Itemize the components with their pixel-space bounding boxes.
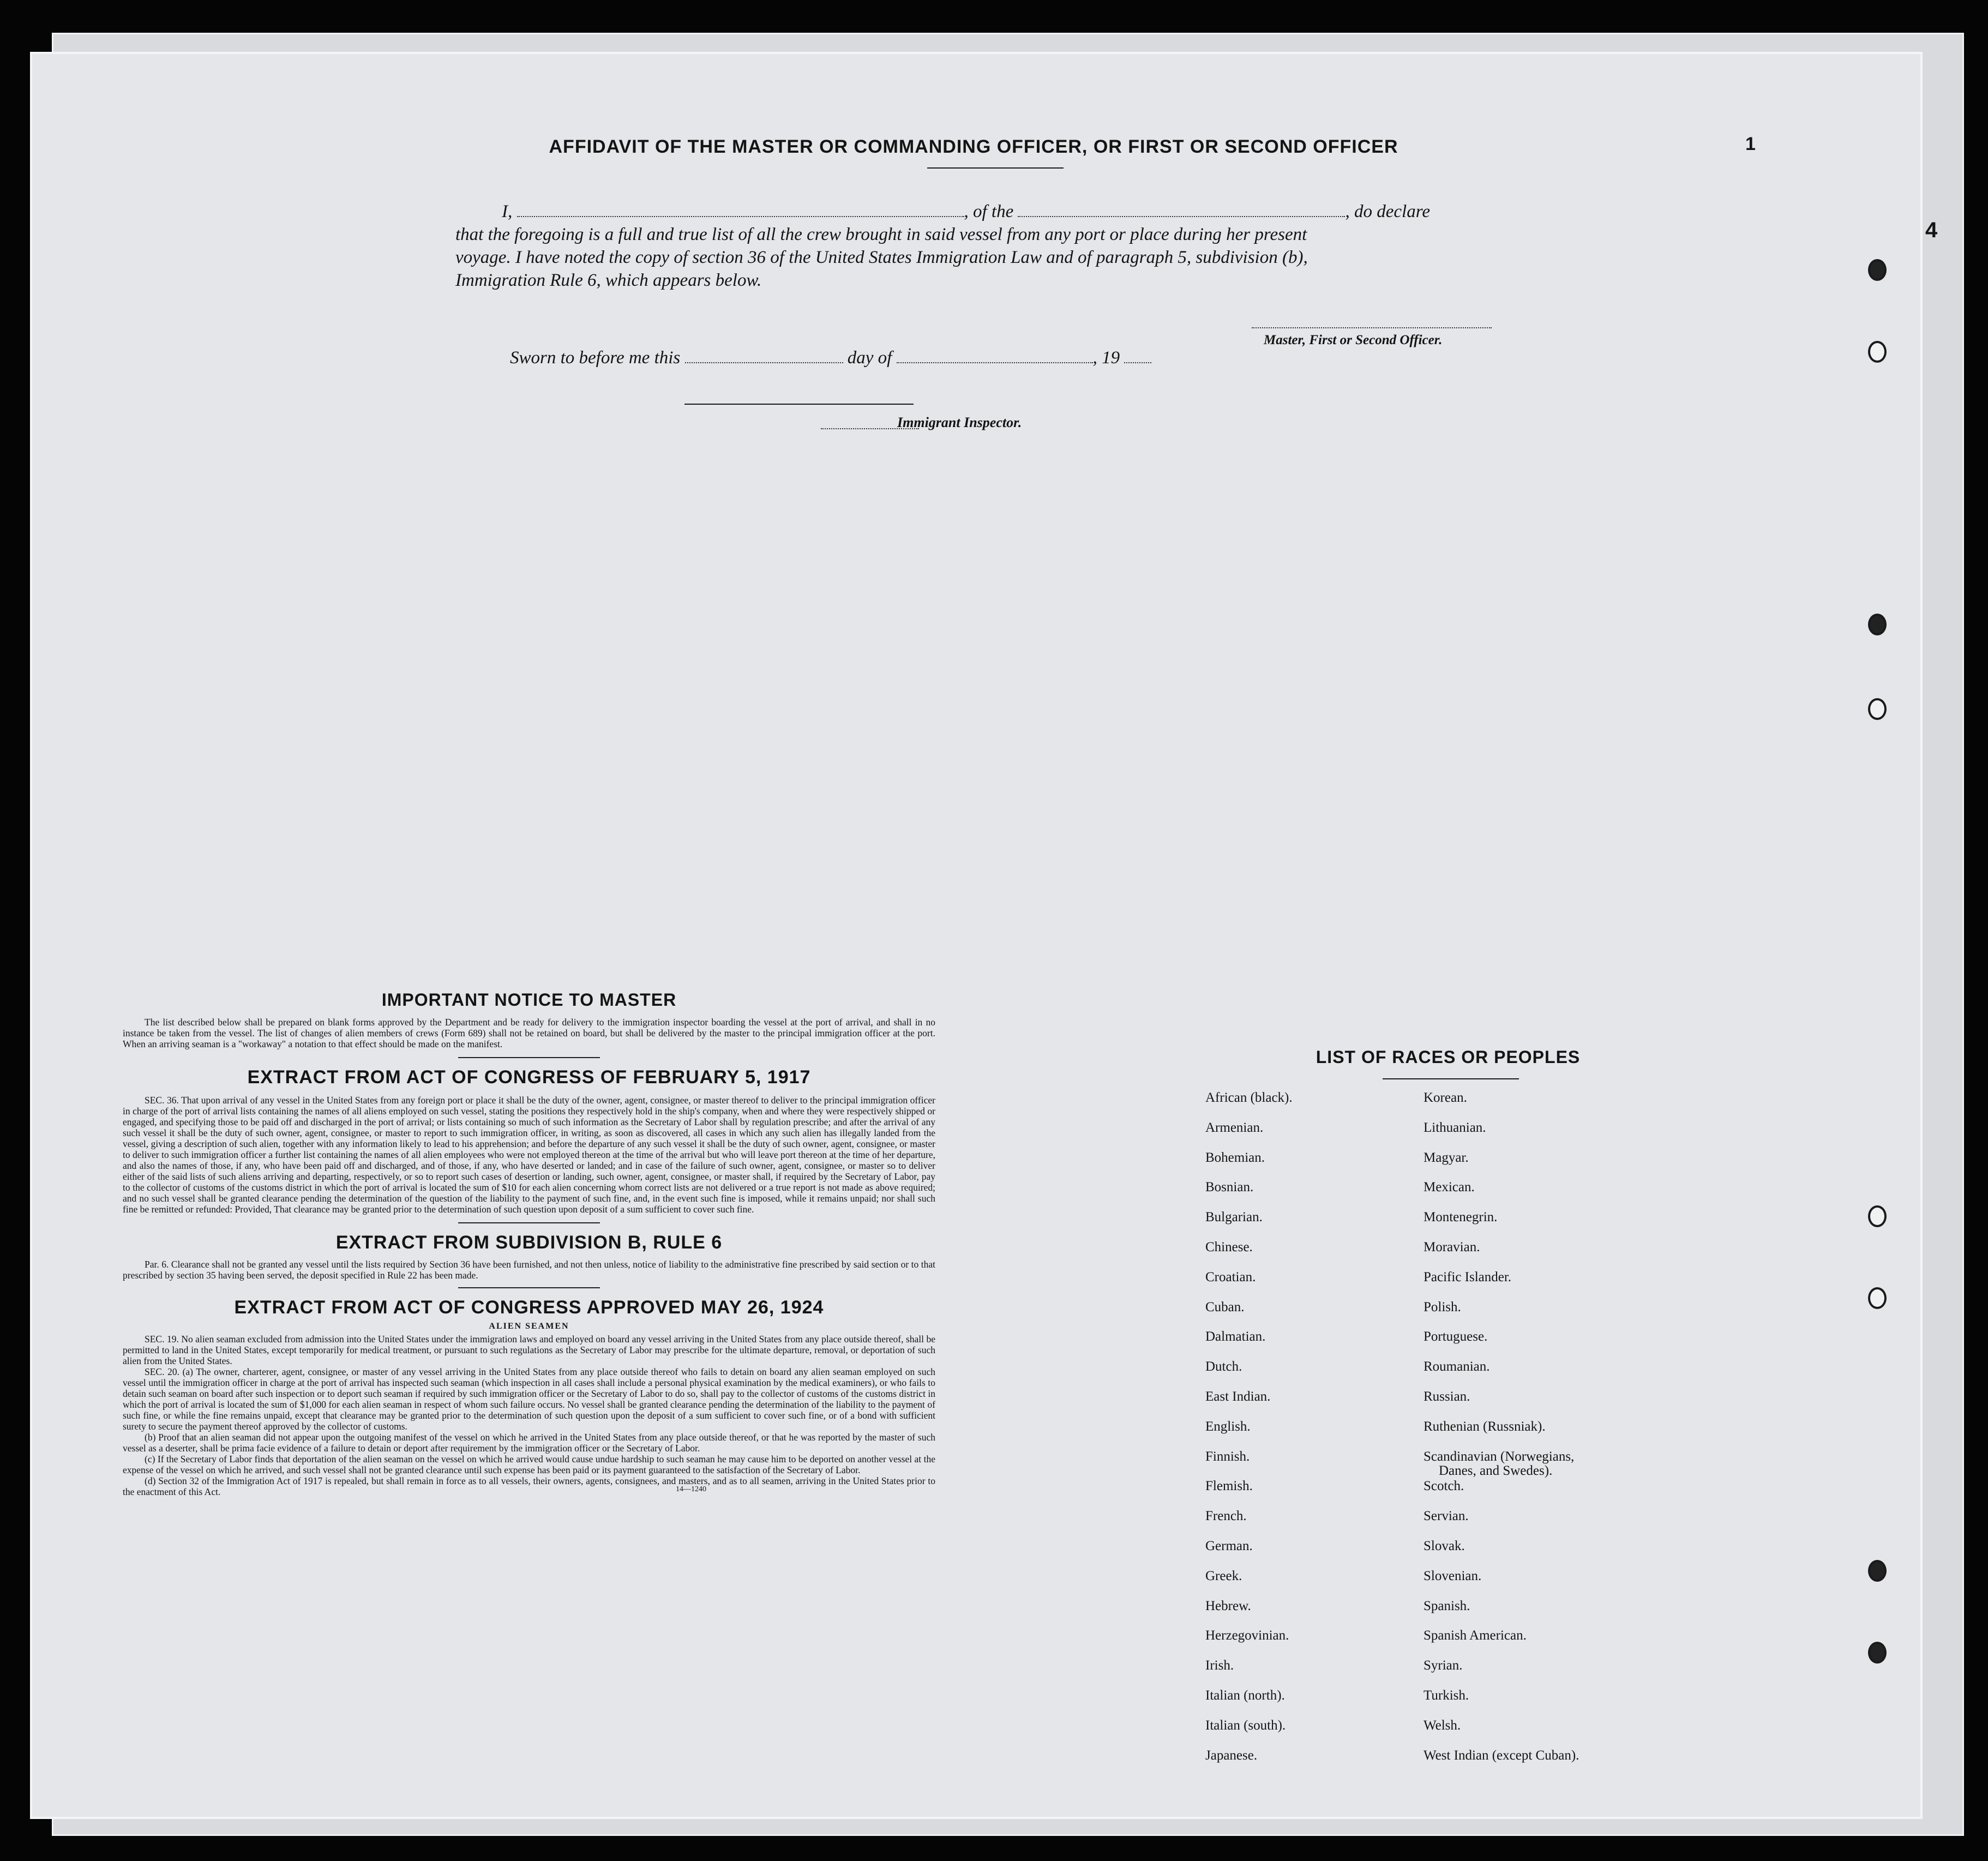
race-item: Russian. xyxy=(1424,1389,1470,1404)
affidavit-line-1 xyxy=(455,200,1541,223)
race-item: Dalmatian. xyxy=(1205,1329,1266,1344)
form-number: 14—1240 xyxy=(676,1485,706,1493)
punch-hole xyxy=(1868,614,1887,635)
extract-1924-text xyxy=(123,1334,935,1497)
punch-hole xyxy=(1868,1287,1887,1309)
race-item: East Indian. xyxy=(1205,1389,1271,1404)
extract-1917-title: EXTRACT FROM ACT OF CONGRESS OF FEBRUARY 5, 1917 xyxy=(247,1067,811,1088)
punch-hole xyxy=(1868,1642,1887,1664)
notice-text xyxy=(123,1017,935,1049)
race-item: Finnish. xyxy=(1205,1449,1250,1464)
race-item: Bohemian. xyxy=(1205,1150,1265,1165)
notice-paragraph: The list described below shall be prepared on blank forms approved by the Department and be ready for delivery to the immigration inspector boarding the vessel at the port of arrival, and shall in no instance be taken from the vessel. The list of changes of alien members of crews (Form 689) shall not be retained on board, but shall be delivered by the master to the principal immigration officer at the port. When an arriving seaman is a "workaway" a notation to that effect should be made on the manifest. xyxy=(123,1017,935,1049)
sec19-paragraph: SEC. 19. No alien seaman excluded from admission into the United States under the immigration laws and employed on board any vessel arriving in the United States from any place outside thereof, shall be permitted to land in the United States, except temporarily for medical treatment, or pursuant to such regulations as the Secretary of Labor may prescribe for the ultimate departure, removal, or deportation of such alien from the United States. xyxy=(123,1334,935,1366)
races-right-column xyxy=(1424,1091,1707,1767)
race-item: Slovak. xyxy=(1424,1539,1465,1553)
sec20d-paragraph: (d) Section 32 of the Immigration Act of 1917 is repealed, but shall remain in force as to all vessels, their owners, agents, consignees, and masters, and as to all seamen, arriving in the United States prior to the enactment of this Act. xyxy=(123,1475,935,1497)
race-item: Lithuanian. xyxy=(1424,1120,1486,1135)
master-signature-label: Master, First or Second Officer. xyxy=(1264,333,1443,347)
race-item: West Indian (except Cuban). xyxy=(1424,1748,1579,1763)
race-item: Korean. xyxy=(1424,1090,1467,1105)
punch-hole xyxy=(1868,1205,1887,1227)
race-item: Syrian. xyxy=(1424,1658,1463,1673)
race-item: Spanish. xyxy=(1424,1598,1470,1613)
race-item: Italian (south). xyxy=(1205,1718,1286,1733)
inspector-signature-label: Immigrant Inspector. xyxy=(897,415,1022,430)
race-item: Croatian. xyxy=(1205,1269,1256,1284)
affidavit-line-2: that the foregoing is a full and true list of all the crew brought in said vessel from any port or place during her present xyxy=(455,225,1307,244)
extract-1917-paragraph: SEC. 36. That upon arrival of any vessel in the United States from any foreign port or place it shall be the duty of the owner, agent, consignee, or master thereof to deliver to the principal immigration officer in charge of the port of arrival lists containing the names of all aliens employed on such vessel, stating the positions they respectively hold in the ship's company, when and where they were respectively shipped or engaged, and specifying those to be paid off and discharged in the port of arrival; or lists containing so much of such information as the Secretary of Labor shall by regulation prescribe; and after the arrival of any such vessel it shall be the duty of such owner, agent, consignee, or master to report to such immigration officer, in writing, as soon as discovered, all cases in which any such alien has illegally landed from the vessel, giving a description of such alien, together with any information likely to lead to his apprehension; and before the departure of any such vessel it shall be the duty of such owner, agent, consignee, or master to deliver to such immigration officer a further list containing the names of all alien employees who were not employed thereon at the time of the arrival but who will leave port thereon at the time of her departure, and also the names of those, if any, who have been paid off and discharged, and of those, if any, who have deserted or landed; and in case of the failure of such owner, agent, consignee, or master so to deliver either of the said lists of such aliens arriving and departing, respectively, or so to report such cases of desertion or landing, such owner, agent, consignee, or master shall, if required by the Secretary of Labor, pay to the collector of customs of the customs district in which the port of arrival is located the sum of $10 for each alien concerning whom correct lists are not delivered or a true report is not made as above required; and no such vessel shall be granted clearance pending the determination of the question of the liability to the payment of such fine, and, in the event such fine is imposed, while it remains unpaid; nor shall such fine be remitted or refunded: Provided, That clearance may be granted prior to the determination of such question upon deposit of a sum sufficient to cover such fine. xyxy=(123,1095,935,1215)
extract-rule6-title: EXTRACT FROM SUBDIVISION B, RULE 6 xyxy=(335,1232,723,1253)
race-item: Slovenian. xyxy=(1424,1568,1482,1583)
race-item: Portuguese. xyxy=(1424,1329,1488,1344)
right-edge-mark: 4 xyxy=(1925,218,1938,242)
race-item: Moravian. xyxy=(1424,1240,1480,1254)
sec20a-paragraph: SEC. 20. (a) The owner, charterer, agent, consignee, or master of any vessel arriving in the United States from any place outside thereof who fails to detain on board any alien seaman employed on such vessel until the immigration officer in charge at the port of arrival has inspected such seaman (which inspection in all cases shall include a personal physical examination by the medical examiners), or who fails to detain such seaman on board after such inspection or to deport such seaman if required by such immigration officer or the Secretary of Labor to do so, shall pay to the collector of customs of the customs district in which the port of arrival is located the sum of $1,000 for each alien seaman in respect of whom such failure occurs. No vessel shall be granted clearance pending the determination of the liability to the payment of such fine, or while the fine remains unpaid, except that clearance may be granted prior to the determination of such question upon the deposit of a sum sufficient to cover such fine, or of a bond with sufficient surety to secure the payment thereof approved by the collector of customs. xyxy=(123,1366,935,1432)
affidavit-title-rule xyxy=(927,167,1064,169)
day-of-label: day of xyxy=(847,348,892,368)
race-item: Bosnian. xyxy=(1205,1180,1254,1195)
race-item: Mexican. xyxy=(1424,1180,1475,1195)
race-item: Chinese. xyxy=(1205,1240,1253,1254)
races-left-column xyxy=(1205,1091,1424,1767)
race-item: Armenian. xyxy=(1205,1120,1264,1135)
race-item: French. xyxy=(1205,1509,1247,1524)
race-item: Spanish American. xyxy=(1424,1628,1527,1643)
race-item: Cuban. xyxy=(1205,1299,1245,1314)
affidavit-i-label: I, xyxy=(502,202,513,221)
race-item: Bulgarian. xyxy=(1205,1210,1263,1225)
races-title-rule xyxy=(1383,1078,1519,1079)
race-item: Scotch. xyxy=(1424,1479,1464,1494)
race-item: English. xyxy=(1205,1419,1251,1434)
officer-name-field[interactable] xyxy=(517,203,964,217)
race-item: Flemish. xyxy=(1205,1479,1253,1494)
extract-1924-title: EXTRACT FROM ACT OF CONGRESS APPROVED MAY 26, 1924 xyxy=(234,1297,824,1318)
separator-2 xyxy=(458,1222,600,1223)
race-item: Dutch. xyxy=(1205,1359,1242,1374)
race-item: Scandinavian (Norwegians, xyxy=(1424,1449,1575,1464)
race-item: Montenegrin. xyxy=(1424,1210,1498,1225)
affidavit-declare-label: , do declare xyxy=(1345,202,1430,221)
form-page xyxy=(30,52,1938,1819)
inspector-signature-line[interactable] xyxy=(684,404,914,405)
notice-column xyxy=(123,990,935,1497)
sworn-day-field[interactable] xyxy=(685,349,843,363)
affidavit-of-the-label: , of the xyxy=(964,202,1014,221)
extract-1917-text xyxy=(123,1095,935,1215)
sec20c-paragraph: (c) If the Secretary of Labor finds that deportation of the alien seaman on the vessel on which he arrived would cause undue hardship to such seaman he may cause him to be deported on another vessel at the expense of the vessel on which he arrived, and such vessel shall not be granted clearance until such expense has been paid or its payment guaranteed to the satisfaction of the Secretary of Labor. xyxy=(123,1454,935,1475)
sworn-line xyxy=(510,346,1274,369)
page-number: 1 xyxy=(1745,134,1756,154)
race-item: Servian. xyxy=(1424,1509,1469,1524)
race-item: Polish. xyxy=(1424,1299,1461,1314)
separator-1 xyxy=(458,1057,600,1058)
punch-hole xyxy=(1868,1560,1887,1582)
race-item: Greek. xyxy=(1205,1568,1242,1583)
race-item: Italian (north). xyxy=(1205,1688,1285,1703)
race-item: Danes, and Swedes). xyxy=(1439,1463,1553,1478)
race-item: Irish. xyxy=(1205,1658,1234,1673)
race-item: African (black). xyxy=(1205,1090,1293,1105)
affidavit-line-4: Immigration Rule 6, which appears below. xyxy=(455,271,762,290)
sec20b-paragraph: (b) Proof that an alien seaman did not appear upon the outgoing manifest of the vessel on which he arrived in the United States from any place outside thereof, or that he was reported by the master of such vessel as a deserter, shall be prima facie evidence of a failure to detain or deport after requirement by the immigration officer or the Secretary of Labor. xyxy=(123,1432,935,1454)
sworn-label: Sworn to before me this xyxy=(510,348,681,368)
race-item: Magyar. xyxy=(1424,1150,1469,1165)
race-item: Welsh. xyxy=(1424,1718,1461,1733)
affidavit-line-3: voyage. I have noted the copy of section 36 of the United States Immigration Law and of paragraph 5, subdivision (b), xyxy=(455,248,1308,267)
race-item: German. xyxy=(1205,1539,1253,1553)
affidavit-title: AFFIDAVIT OF THE MASTER OR COMMANDING OFFICER, OR FIRST OR SECOND OFFICER xyxy=(549,136,1398,157)
alien-seamen-subtitle: ALIEN SEAMEN xyxy=(489,1322,569,1331)
sworn-month-field[interactable] xyxy=(897,349,1093,363)
race-item: Turkish. xyxy=(1424,1688,1469,1703)
extract-rule6-text xyxy=(123,1259,935,1281)
race-item: Hebrew. xyxy=(1205,1598,1251,1613)
sworn-year-label: , 19 xyxy=(1092,348,1120,368)
race-item: Roumanian. xyxy=(1424,1359,1490,1374)
race-item: Herzegovinian. xyxy=(1205,1628,1289,1643)
punch-hole xyxy=(1868,341,1887,363)
affidavit-declaration xyxy=(455,200,1541,292)
race-item: Pacific Islander. xyxy=(1424,1269,1512,1284)
race-item: Japanese. xyxy=(1205,1748,1258,1763)
vessel-name-field[interactable] xyxy=(1018,203,1345,217)
extract-rule6-paragraph: Par. 6. Clearance shall not be granted any vessel until the lists required by Section 36 have been furnished, and not then unless, notice of liability to the administrative fine prescribed by said section or to that prescribed by section 35 having been served, the deposit specified in Rule 22 has been made. xyxy=(123,1259,935,1281)
sworn-year-field[interactable] xyxy=(1124,349,1151,363)
master-signature-line[interactable] xyxy=(1252,327,1492,328)
race-item: Ruthenian (Russniak). xyxy=(1424,1419,1546,1434)
notice-title: IMPORTANT NOTICE TO MASTER xyxy=(381,990,677,1010)
races-title: LIST OF RACES OR PEOPLES xyxy=(1316,1047,1581,1067)
separator-3 xyxy=(458,1287,600,1288)
punch-hole xyxy=(1868,698,1887,720)
punch-hole xyxy=(1868,259,1887,281)
